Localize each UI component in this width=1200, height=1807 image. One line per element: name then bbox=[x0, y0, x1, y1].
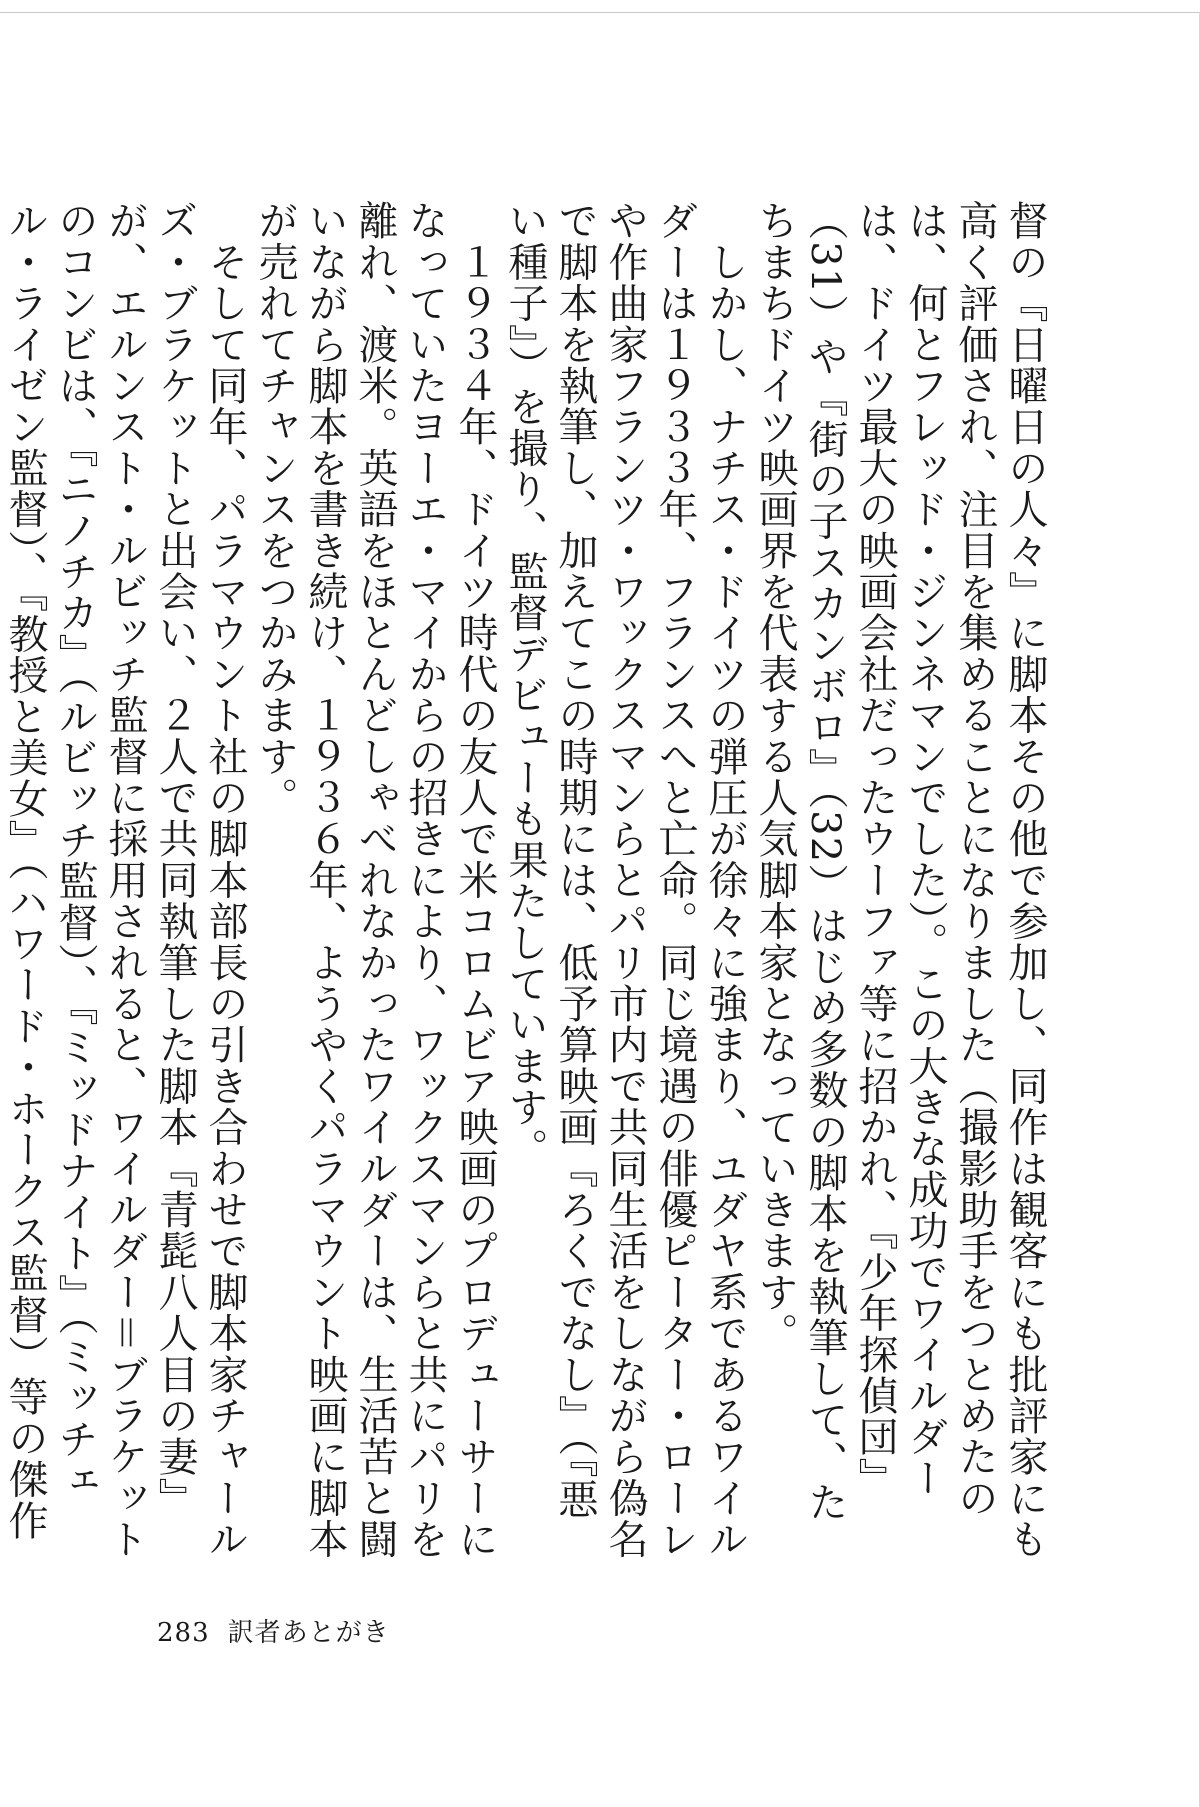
paragraph-3: １９３４年、ドイツ時代の友人で米コロムビア映画のプロデューサーになっていたヨーエ・マイからの招きにより、ワックスマンらと共にパリを離れ、渡米。英語をほとんどしゃべれなかったワイルダーは、生活苦と闘いながら脚本を書き続け、１９３６年、ようやくパラマウント映画に脚本が売れてチャンスをつかみます。 bbox=[252, 200, 498, 1560]
paragraph-4: そして同年、パラマウント社の脚本部長の引き合わせで脚本家チャールズ・ブラケットと出会い、２人で共同執筆した脚本『青髭八人目の妻』が、エルンスト・ルビッチ監督に採用されると、ワイルダー＝ブラケットのコンビは、『ニノチカ』（ルビッチ監督）、『ミッドナイト』（ミッチェル・ライゼン監督）、『教授と美女』（ハワード・ホークス監督）等の傑作 bbox=[2, 200, 248, 1560]
page-top-edge bbox=[0, 0, 1200, 13]
page-footer bbox=[157, 1612, 390, 1649]
vertical-body-text bbox=[2, 200, 1050, 1560]
page-number: 283 bbox=[157, 1618, 210, 1648]
paragraph-1: 督の『日曜日の人々』に脚本その他で参加し、同作は観客にも批評家にも高く評価され、注目を集めることになりました（撮影助手をつとめたのは、何とフレッド・ジンネマンでした）。この大きな成功でワイルダーは、ドイツ最大の映画会社だったウーファ等に招かれ、『少年探偵団』（31）や『街の子スカンボロ』（32）はじめ多数の脚本を執筆して、たちまちドイツ映画界を代表する人気脚本家となっていきます。 bbox=[752, 200, 1048, 1560]
running-section-title: 訳者あとがき bbox=[227, 1618, 390, 1648]
paragraph-2: しかし、ナチス・ドイツの弾圧が徐々に強まり、ユダヤ系であるワイルダーは１９３３年、フランスへと亡命。同じ境遇の俳優ピーター・ローレや作曲家フランツ・ワックスマンらとパリ市内で共同生活をしながら偽名で脚本を執筆し、加えてこの時期には、低予算映画『ろくでなし』（『悪い種子』）を撮り、監督デビューも果たしています。 bbox=[502, 200, 748, 1560]
